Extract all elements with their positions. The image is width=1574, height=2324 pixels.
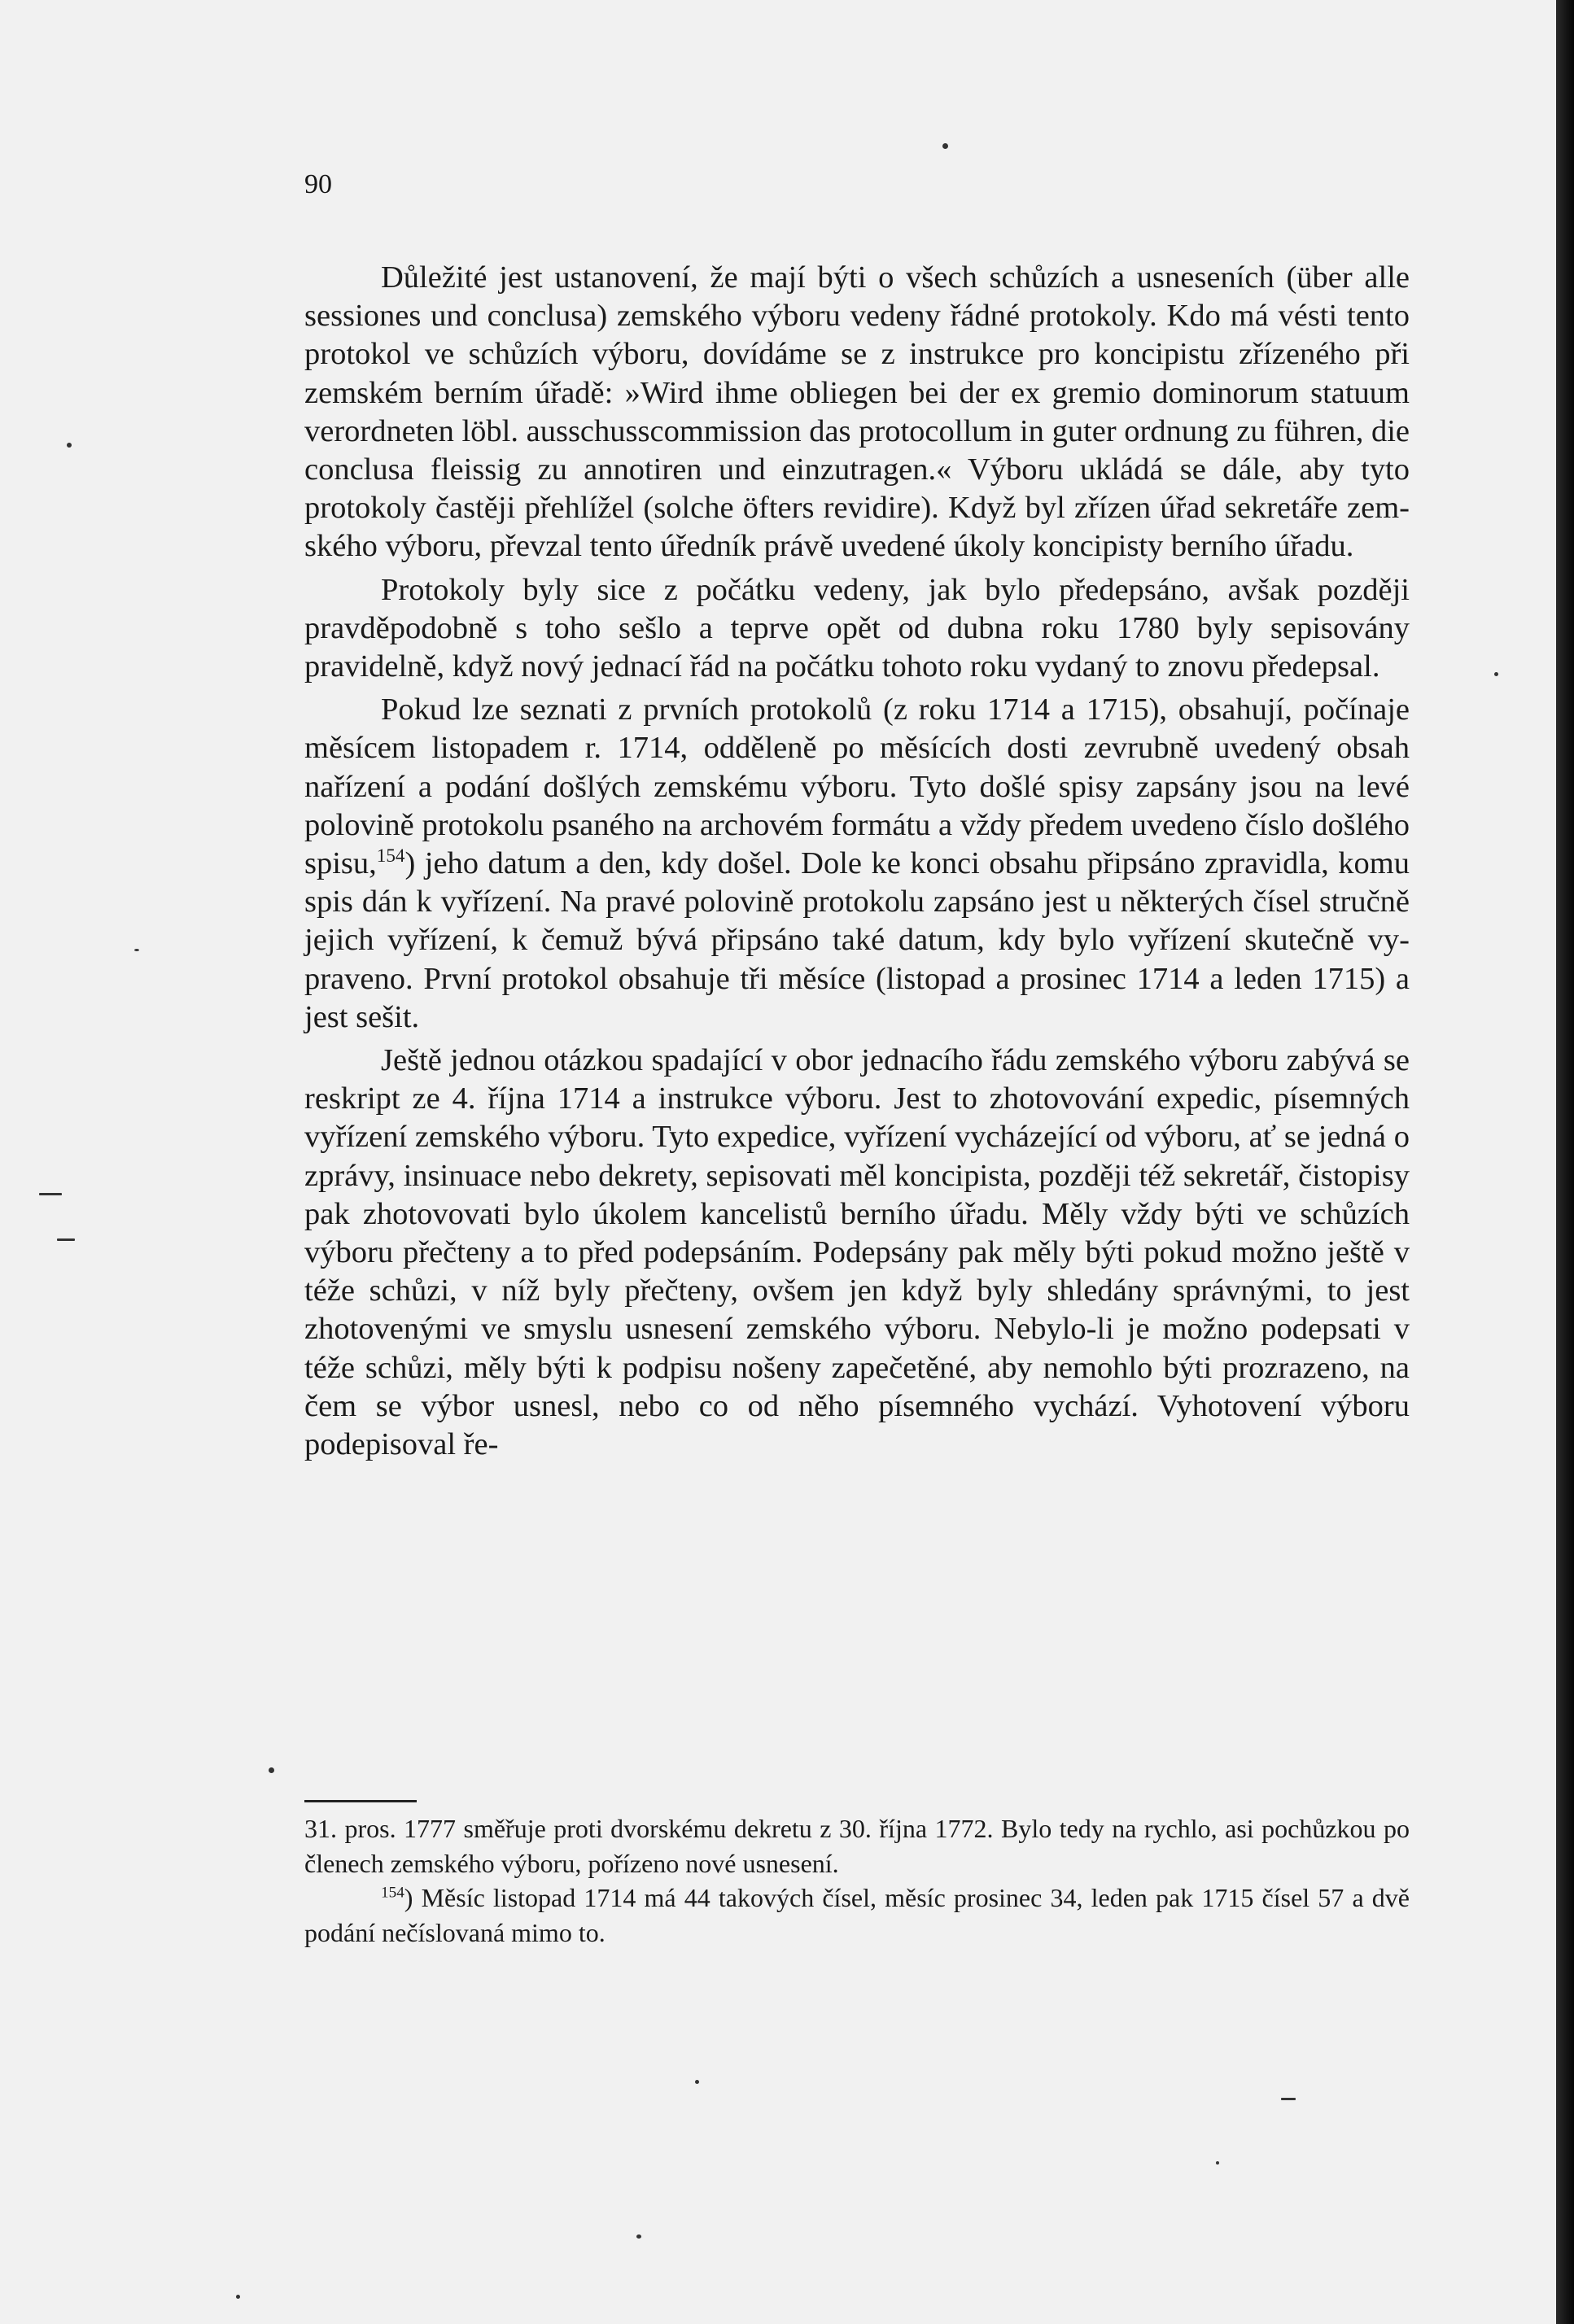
scan-speck (942, 143, 948, 149)
scan-edge (1556, 0, 1574, 2324)
footnote-reference: 154 (376, 845, 405, 867)
scan-speck (236, 2295, 240, 2299)
body-text (304, 259, 1410, 1469)
scan-speck (67, 443, 72, 448)
footnote-marker: 154 (381, 1884, 404, 1902)
paragraph: Důležité jest ustanovení, že mají býti o všech schůzích a usneseních (über alle sessiones und conclusa) zemského výboru vedeny řádné protokoly. Kdo má vésti tento protokol ve schůzích výboru, dovídáme se z instrukce pro koncipistu zřízeného při zemském berním úřadě: »Wird ihme obliegen bei der ex gremio dominorum statuum verordneten löbl. ausschusscommission das protocollum in guter ordnung zu führen, die conclusa fleissig zu annotiren und einzutragen.« Výboru ukládá se dále, aby tyto protokoly častěji přehlížel (solche öfters revidire). Když byl zřízen úřad sekretáře zemského výboru, převzal tento úředník právě uvedené úkoly koncipisty berního úřadu. (304, 260, 1410, 564)
paragraph (304, 691, 1410, 1037)
scan-speck (1494, 672, 1498, 676)
footnote-continuation: 31. pros. 1777 směřuje proti dvorskému dekretu z 30. října 1772. Bylo tedy na rychlo, asi pochůzkou po členech zemského výboru, pořízeno nové usnesení. (304, 1814, 1410, 1878)
scan-speck (57, 1238, 75, 1241)
page-number: 90 (304, 169, 332, 199)
scan-speck (39, 1193, 62, 1195)
scan-speck (1216, 2161, 1219, 2165)
footnote-divider (304, 1800, 417, 1802)
scan-speck (134, 949, 139, 951)
footnote-154 (304, 1881, 1410, 1950)
paragraph: Protokoly byly sice z počátku vedeny, jak bylo předepsáno, avšak později pravděpodobně s toho sešlo a teprve opět od dubna roku 1780 byly sepisovány pravidelně, když nový jednací řád na počátku tohoto roku vydaný to znovu předepsal. (304, 572, 1410, 684)
footnote-text: ) Měsíc listopad 1714 má 44 takových čísel, měsíc prosinec 34, leden pak 1715 čísel 57 a dvě podání nečíslovaná mimo to. (304, 1883, 1410, 1947)
scan-speck (636, 2234, 641, 2239)
scan-speck (695, 2080, 699, 2084)
scan-speck (269, 1767, 274, 1773)
footnotes (304, 1811, 1410, 1950)
scan-speck (1281, 2098, 1296, 2100)
paragraph-text: ) jeho datum a den, kdy došel. Dole ke konci obsahu připsáno zpravidla, komu spis dán k vyřízení. Na pravé polovině protokolu zapsáno jest u některých čísel stručně jejich vyřízení, k čemuž bývá připsáno také datum, kdy bylo vyřízení skutečně vypraveno. První protokol obsahuje tři měsíce (listopad a prosinec 1714 a leden 1715) a jest sešit. (304, 846, 1410, 1034)
paragraph: Ještě jednou otázkou spadající v obor jednacího řádu zemského výboru zabývá se reskript ze 4. října 1714 a instrukce výboru. Jest to zhotovování expedic, písemných vyřízení zemského výboru. Tyto expedice, vyřízení vycházející od výboru, ať se jedná o zprávy, insinuace nebo dekrety, sepisovati měl koncipista, později též sekretář, čistopisy pak zhotovovati bylo úkolem kancelistů berního úřadu. Měly vždy býti ve schůzích výboru přečteny a to před podepsáním. Podepsány pak měly býti pokud možno ještě v téže schůzi, v níž byly přečteny, ovšem jen když byly shledány správnými, to jest zhotovenými ve smyslu usnesení zemského výboru. Nebylo-li je možno podepsati v téže schůzi, měly býti k podpisu nošeny zapečetěné, aby nemohlo býti prozrazeno, na čem se výbor usnesl, nebo co od něho písemného vychází. Vyhotovení výboru podepisoval ře- (304, 1043, 1410, 1462)
paragraph-text: Pokud lze seznati z prvních protokolů (z roku 1714 a 1715), obsahují, počínaje měsícem listopadem r. 1714, odděleně po měsících dosti zevrubně uvedený obsah nařízení a podání došlých zemskému výboru. Tyto došlé spisy zapsány jsou na levé polovině protokolu psaného na archovém formátu a vždy předem uvedeno číslo došlého spisu, (304, 692, 1410, 881)
